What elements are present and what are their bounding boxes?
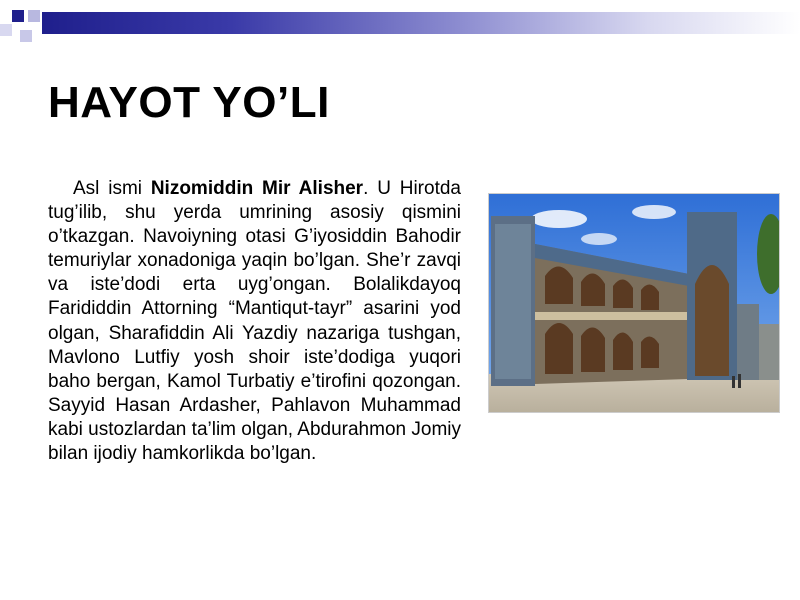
body-paragraph [48,177,461,466]
paragraph-rest: . U Hirotda tug’ilib, shu yerda umrining asosiy qismini o’tkazgan. Navoiyning otasi G’iyosiddin Bahodir temuriylar xonadoniga yaqin bo’lgan. She’r zavqi va iste’dodi erta uyg’ongan. Bolalikdayoq Farididdin Attorning “Mantiqut-tayr” asarini yod olgan, Sharafiddin Ali Yazdiy nazariga tushgan, Mavlono Lutfiy yosh shoir iste’dodiga yuqori baho bergan, Kamol Turbatiy e’tirofini qozongan. Sayyid Hasan Ardasher, Pahlavon Muhammad kabi ustozlardan ta’lim olgan, Abdurahmon Jomiy bilan ijodiy hamkorlikda bo’lgan. [48,178,461,465]
madrasa-illustration [489,194,779,412]
madrasa-photo [488,193,780,413]
slide-title: HAYOT YO’LI [48,78,330,127]
person-name: Nizomiddin Mir Alisher [150,178,364,199]
deco-square [0,24,12,36]
paragraph-intro: Asl ismi [73,178,151,199]
header-gradient-bar [42,12,800,34]
deco-square [20,30,32,42]
header-decoration [0,0,800,50]
deco-square [12,10,24,22]
deco-square [28,10,40,22]
